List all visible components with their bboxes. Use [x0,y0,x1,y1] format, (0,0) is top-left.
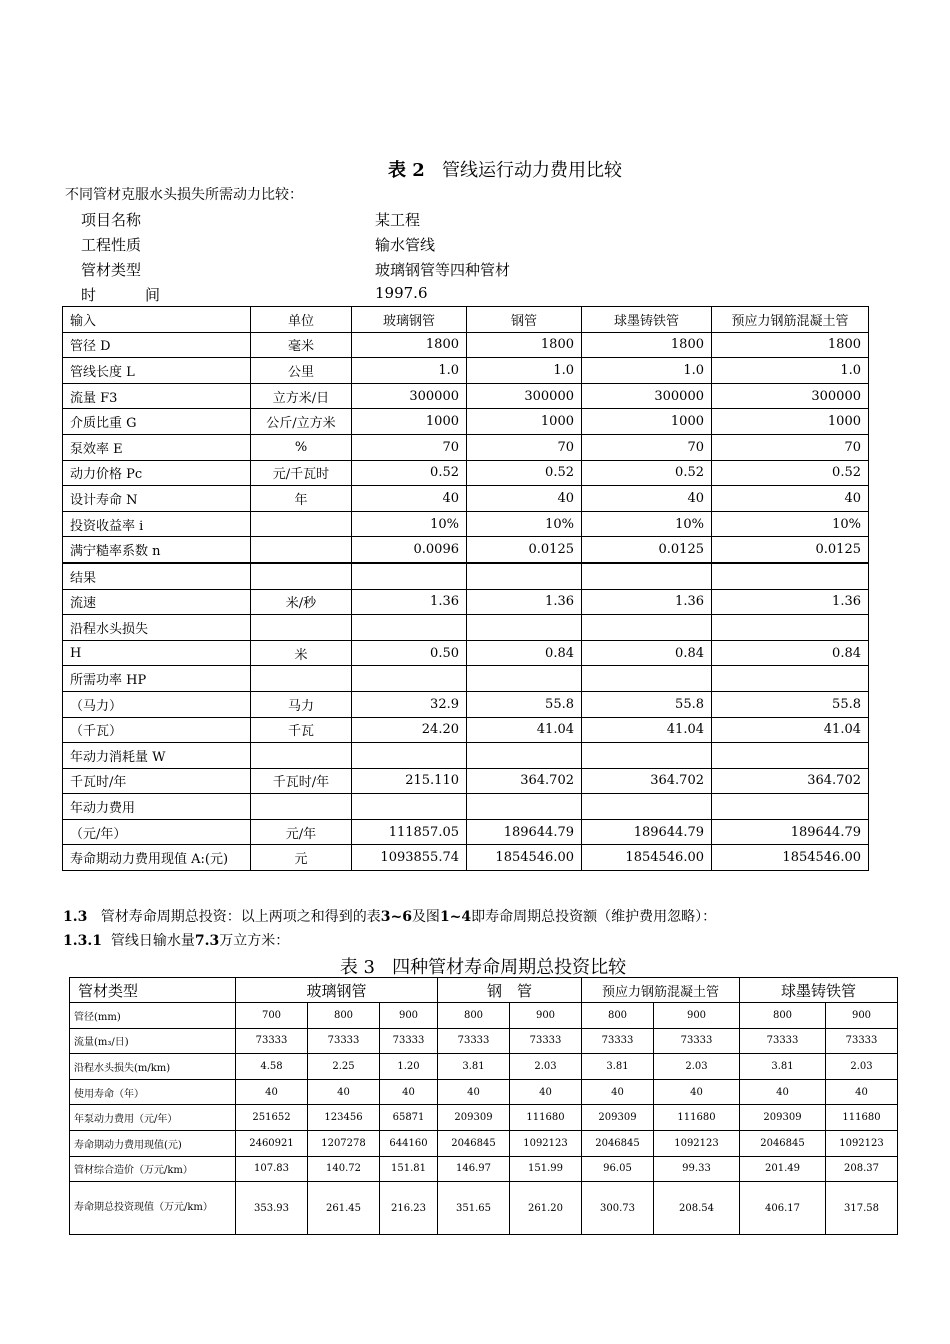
table2-cell: 300000 [352,383,467,409]
table3-cell: 40 [510,1079,582,1105]
meta-value-pipe-type: 玻璃钢管等四种管材 [375,261,511,279]
table2-cell: 年 [251,486,352,512]
table2-cell: 41.04 [467,717,582,743]
table2-cell [251,666,352,692]
table2-row [63,589,869,615]
table3-cell: 40 [826,1079,898,1105]
table3-cell: 800 [438,1003,510,1029]
table2-cell: 0.84 [712,640,869,666]
table2-header-cell: 球墨铸铁管 [582,307,712,333]
section-1-3-num: 1.3 [63,909,88,925]
table2-row [63,691,869,717]
table3-cell: 2.03 [826,1054,898,1080]
table3-row [70,1130,898,1156]
table3-cell: 2046845 [438,1130,510,1156]
table2-cell: 70 [467,434,582,460]
table2-cell: 10% [467,511,582,537]
table2-cell: （马力） [63,691,251,717]
table2-cell: 1000 [582,409,712,435]
table3-row [70,1156,898,1182]
table2-row [63,409,869,435]
table2-row [63,511,869,537]
table2-cell: 米 [251,640,352,666]
table2-row [63,358,869,384]
table3-header-cell: 管材类型 [70,978,236,1003]
table3-cell: 111680 [654,1105,740,1131]
table3-cell: 73333 [308,1028,380,1054]
table3-header-cell: 球墨铸铁管 [740,978,898,1003]
table2-row [63,717,869,743]
table2-cell: 1093855.74 [352,845,467,871]
table2-cell [712,743,869,769]
table2-cell [712,794,869,820]
table3-cell: 65871 [380,1105,438,1131]
table2-header-cell: 玻璃钢管 [352,307,467,333]
table2-cell: 24.20 [352,717,467,743]
table2-cell [582,666,712,692]
table2-cell: 55.8 [467,691,582,717]
table2-cell: 215.110 [352,768,467,794]
table2-cell: 1.0 [712,358,869,384]
table2-cell: 结果 [63,563,251,589]
table3-row [70,1079,898,1105]
table3-cell: 2.25 [308,1054,380,1080]
table2-cell: 300000 [582,383,712,409]
table2-row [63,460,869,486]
table2-cell: 流量 F3 [63,383,251,409]
table3-cell: 208.54 [654,1182,740,1235]
table2-cell [251,537,352,563]
table2-cell: 70 [352,434,467,460]
table2-cell: 所需功率 HP [63,666,251,692]
table2-cell: 0.0125 [712,537,869,563]
table2-cell: 70 [582,434,712,460]
table2-cell: 41.04 [582,717,712,743]
table3-cell: 209309 [582,1105,654,1131]
table3-cell: 800 [308,1003,380,1029]
table3-cell: 40 [740,1079,826,1105]
table2-cell: 年动力费用 [63,794,251,820]
table2-row [63,563,869,589]
table2-cell: 1854546.00 [582,845,712,871]
table2-cell: 10% [582,511,712,537]
table2-cell: 1800 [712,332,869,358]
table2-cell: 40 [467,486,582,512]
table2-row [63,640,869,666]
table2-cell: 189644.79 [712,819,869,845]
table2-cell [352,743,467,769]
table2-row [63,383,869,409]
table2-cell: 1800 [582,332,712,358]
table2-cell [467,563,582,589]
table2-caption-num: 表 2 [388,160,425,181]
table2-cell: 动力价格 Pc [63,460,251,486]
table2-cell [251,563,352,589]
table2-cell: 1.36 [352,589,467,615]
table2-cell: 0.0096 [352,537,467,563]
meta-key-nature: 工程性质 [81,236,142,254]
table2-header-cell: 钢管 [467,307,582,333]
table2-cell: 364.702 [712,768,869,794]
table2-cell: 40 [352,486,467,512]
table2-cell: 1000 [352,409,467,435]
table3-cell: 151.99 [510,1156,582,1182]
table2-cell [467,615,582,641]
table2-cell [582,794,712,820]
table2-cell: 55.8 [582,691,712,717]
table2-cell: 立方米/日 [251,383,352,409]
table3-lifecycle-investment [69,977,898,1235]
table2-cell: 千瓦时/年 [63,768,251,794]
table2-caption [0,156,950,182]
section-1-3-1 [63,930,289,950]
table2-cell: 管径 D [63,332,251,358]
table2-cell [467,743,582,769]
table2-cell: 0.0125 [467,537,582,563]
table3-cell: 800 [740,1003,826,1029]
table2-cell: 0.52 [467,460,582,486]
table3-cell: 寿命期动力费用现值(元) [70,1130,236,1156]
table3-cell: 3.81 [438,1054,510,1080]
table2-row [63,486,869,512]
table2-cell: 300000 [712,383,869,409]
table2-row [63,332,869,358]
table3-row [70,1054,898,1080]
table3-cell: 1092123 [510,1130,582,1156]
table3-cell: 73333 [654,1028,740,1054]
table3-cell: 1.20 [380,1054,438,1080]
table2-cell: 满宁糙率系数 n [63,537,251,563]
table2-cell [251,794,352,820]
table3-cell: 3.81 [740,1054,826,1080]
section-1-3-ref-a: 3~6 [380,909,412,925]
table2-cell: H [63,640,251,666]
table2-cell: （元/年） [63,819,251,845]
table2-cell: 41.04 [712,717,869,743]
table2-cell: 千瓦 [251,717,352,743]
table2-cell: 0.0125 [582,537,712,563]
table3-cell: 800 [582,1003,654,1029]
table2-cell: 32.9 [352,691,467,717]
table3-cell: 208.37 [826,1156,898,1182]
table3-cell: 111680 [826,1105,898,1131]
table2-row [63,819,869,845]
table2-cell: % [251,434,352,460]
table3-cell: 2046845 [740,1130,826,1156]
table2-cell: 1.0 [467,358,582,384]
table2-cell: 55.8 [712,691,869,717]
table2-cell: 189644.79 [467,819,582,845]
table2-cell: 泵效率 E [63,434,251,460]
meta-key-time [81,284,209,305]
table2-cell: 10% [712,511,869,537]
table2-cell [467,794,582,820]
meta-key-time-a: 时 [81,286,97,304]
table3-cell: 1207278 [308,1130,380,1156]
table3-cell: 900 [380,1003,438,1029]
table2-cell: 1.36 [712,589,869,615]
table3-cell: 40 [438,1079,510,1105]
table2-cell [352,615,467,641]
table3-cell: 900 [826,1003,898,1029]
table2-cell: 管线长度 L [63,358,251,384]
table3-row [70,1003,898,1029]
table2-cell: 1854546.00 [467,845,582,871]
table2-cell: 1854546.00 [712,845,869,871]
meta-value-time: 1997.6 [375,284,428,302]
table3-header-row [70,978,898,1003]
table3-row [70,1105,898,1131]
table2-cell [352,563,467,589]
table2-cell: 公里 [251,358,352,384]
table2-cell: 1000 [467,409,582,435]
table2-cell: 300000 [467,383,582,409]
meta-value-project: 某工程 [375,211,421,229]
meta-key-project: 项目名称 [81,211,142,229]
table2-cell: 1.0 [352,358,467,384]
table2-cell: 公斤/立方米 [251,409,352,435]
table3-cell: 1092123 [826,1130,898,1156]
table3-cell: 151.81 [380,1156,438,1182]
table3-row [70,1182,898,1235]
table2-row [63,666,869,692]
table2-cell [582,563,712,589]
table2-cell [251,743,352,769]
table3-cell: 317.58 [826,1182,898,1235]
table2-header-cell: 预应力钢筋混凝土管 [712,307,869,333]
table3-cell: 251652 [236,1105,308,1131]
table2-cell: 元 [251,845,352,871]
table2-cell: 千瓦时/年 [251,768,352,794]
table2-cell: 364.702 [467,768,582,794]
table2-row [63,794,869,820]
table3-cell: 2.03 [654,1054,740,1080]
table2-cell [251,511,352,537]
section-1-3-1-num: 1.3.1 [63,933,102,949]
table2-cell: 40 [582,486,712,512]
table3-cell: 209309 [740,1105,826,1131]
table3-cell: 216.23 [380,1182,438,1235]
table2-cell: 111857.05 [352,819,467,845]
table3-caption-text: 四种管材寿命周期总投资比较 [392,957,627,978]
table3-cell: 201.49 [740,1156,826,1182]
table3-cell: 73333 [380,1028,438,1054]
section-1-3-text-b: 及图 [411,909,440,925]
table2-intro: 不同管材克服水头损失所需动力比较： [65,187,303,203]
table2-body [63,307,869,871]
table2-cell: 0.52 [582,460,712,486]
section-1-3 [63,906,716,926]
table2-cell: 毫米 [251,332,352,358]
table3-cell: 73333 [826,1028,898,1054]
table2-cell: 米/秒 [251,589,352,615]
table2-cell [712,666,869,692]
table2-cell: 0.52 [352,460,467,486]
table2-cell [352,666,467,692]
table2-cell [251,615,352,641]
table2-row [63,615,869,641]
table2-cell: 0.50 [352,640,467,666]
table2-cell: 1000 [712,409,869,435]
table3-cell: 40 [380,1079,438,1105]
table2-cell: 1800 [467,332,582,358]
table3-cell: 73333 [740,1028,826,1054]
table2-cell: 流速 [63,589,251,615]
table3-cell: 123456 [308,1105,380,1131]
table2-cell: 寿命期动力费用现值 A:(元) [63,845,251,871]
table3-cell: 140.72 [308,1156,380,1182]
table2-cell: 年动力消耗量 W [63,743,251,769]
table3-cell: 99.33 [654,1156,740,1182]
table2-cell: 元/年 [251,819,352,845]
table3-cell: 146.97 [438,1156,510,1182]
table3-cell: 4.58 [236,1054,308,1080]
table3-cell: 351.65 [438,1182,510,1235]
table2-caption-text: 管线运行动力费用比较 [441,160,622,181]
section-1-3-1-text-b: 万立方米： [219,933,290,949]
table2-cell: 设计寿命 N [63,486,251,512]
table3-cell: 寿命期总投资现值（万元/km） [70,1182,236,1235]
table3-cell: 73333 [438,1028,510,1054]
meta-value-nature: 输水管线 [375,236,436,254]
table3-cell: 261.20 [510,1182,582,1235]
table3-cell: 40 [308,1079,380,1105]
section-1-3-ref-b: 1~4 [439,909,472,925]
table3-cell: 年泵动力费用（元/年） [70,1105,236,1131]
table3-cell: 900 [510,1003,582,1029]
section-1-3-text-c: 即寿命周期总投资额（维护费用忽略）： [471,909,717,925]
table3-cell: 73333 [582,1028,654,1054]
table2-row [63,537,869,563]
table3-cell: 40 [236,1079,308,1105]
table3-cell: 管材综合造价（万元/km） [70,1156,236,1182]
table2-cell: 投资收益率 i [63,511,251,537]
table2-row [63,845,869,871]
table3-cell: 73333 [510,1028,582,1054]
table3-cell: 111680 [510,1105,582,1131]
table3-cell: 3.81 [582,1054,654,1080]
table2-cell [712,563,869,589]
table2-header-row [63,307,869,333]
table2-cell: 1.36 [582,589,712,615]
meta-key-pipe-type: 管材类型 [81,261,142,279]
table2-cell: 10% [352,511,467,537]
table3-cell: 900 [654,1003,740,1029]
table3-cell: 40 [654,1079,740,1105]
table3-body [70,978,898,1235]
table3-cell: 107.83 [236,1156,308,1182]
table2-cell: 0.84 [467,640,582,666]
table3-cell: 261.45 [308,1182,380,1235]
table2-cell: （千瓦） [63,717,251,743]
table3-cell: 644160 [380,1130,438,1156]
table2-cell [467,666,582,692]
table2-cell: 0.52 [712,460,869,486]
table3-cell: 沿程水头损失(m/km) [70,1054,236,1080]
table2-cell: 沿程水头损失 [63,615,251,641]
section-1-3-text-a: 管材寿命周期总投资：以上两项之和得到的表 [100,909,381,925]
table2-cell: 1800 [352,332,467,358]
table2-row [63,743,869,769]
table2-cell [352,794,467,820]
table3-cell: 1092123 [654,1130,740,1156]
table3-header-cell: 玻璃钢管 [236,978,438,1003]
table3-cell: 353.93 [236,1182,308,1235]
table3-cell: 406.17 [740,1182,826,1235]
table2-cell: 0.84 [582,640,712,666]
table3-cell: 40 [582,1079,654,1105]
table2-header-cell: 单位 [251,307,352,333]
table3-caption [0,953,950,979]
table3-cell: 96.05 [582,1156,654,1182]
table3-header-cell: 预应力钢筋混凝土管 [582,978,740,1003]
table2-cell: 40 [712,486,869,512]
table2-row [63,768,869,794]
section-1-3-1-text-a: 管线日输水量 [110,933,195,949]
table2-cell: 1.36 [467,589,582,615]
table3-cell: 209309 [438,1105,510,1131]
table3-cell: 73333 [236,1028,308,1054]
table2-cell [582,743,712,769]
meta-key-time-b: 间 [145,286,161,304]
table3-caption-num: 表 3 [339,957,375,978]
table3-cell: 流量(m₃/日) [70,1028,236,1054]
table3-row [70,1028,898,1054]
table2-cell: 介质比重 G [63,409,251,435]
table2-cell: 70 [712,434,869,460]
table2-cell [712,615,869,641]
table2-cell: 1.0 [582,358,712,384]
table3-cell: 管径(mm) [70,1003,236,1029]
table3-cell: 700 [236,1003,308,1029]
table2-cell: 元/千瓦时 [251,460,352,486]
table2-cell: 189644.79 [582,819,712,845]
table3-cell: 使用寿命（年） [70,1079,236,1105]
table2-cell [582,615,712,641]
table3-cell: 2.03 [510,1054,582,1080]
table2-power-cost [62,306,869,871]
table3-header-cell: 钢 管 [438,978,582,1003]
table3-cell: 300.73 [582,1182,654,1235]
table2-row [63,434,869,460]
table2-header-cell: 输入 [63,307,251,333]
table2-cell: 364.702 [582,768,712,794]
table2-cell: 马力 [251,691,352,717]
table3-cell: 2046845 [582,1130,654,1156]
section-1-3-1-value: 7.3 [194,933,220,949]
table3-cell: 2460921 [236,1130,308,1156]
